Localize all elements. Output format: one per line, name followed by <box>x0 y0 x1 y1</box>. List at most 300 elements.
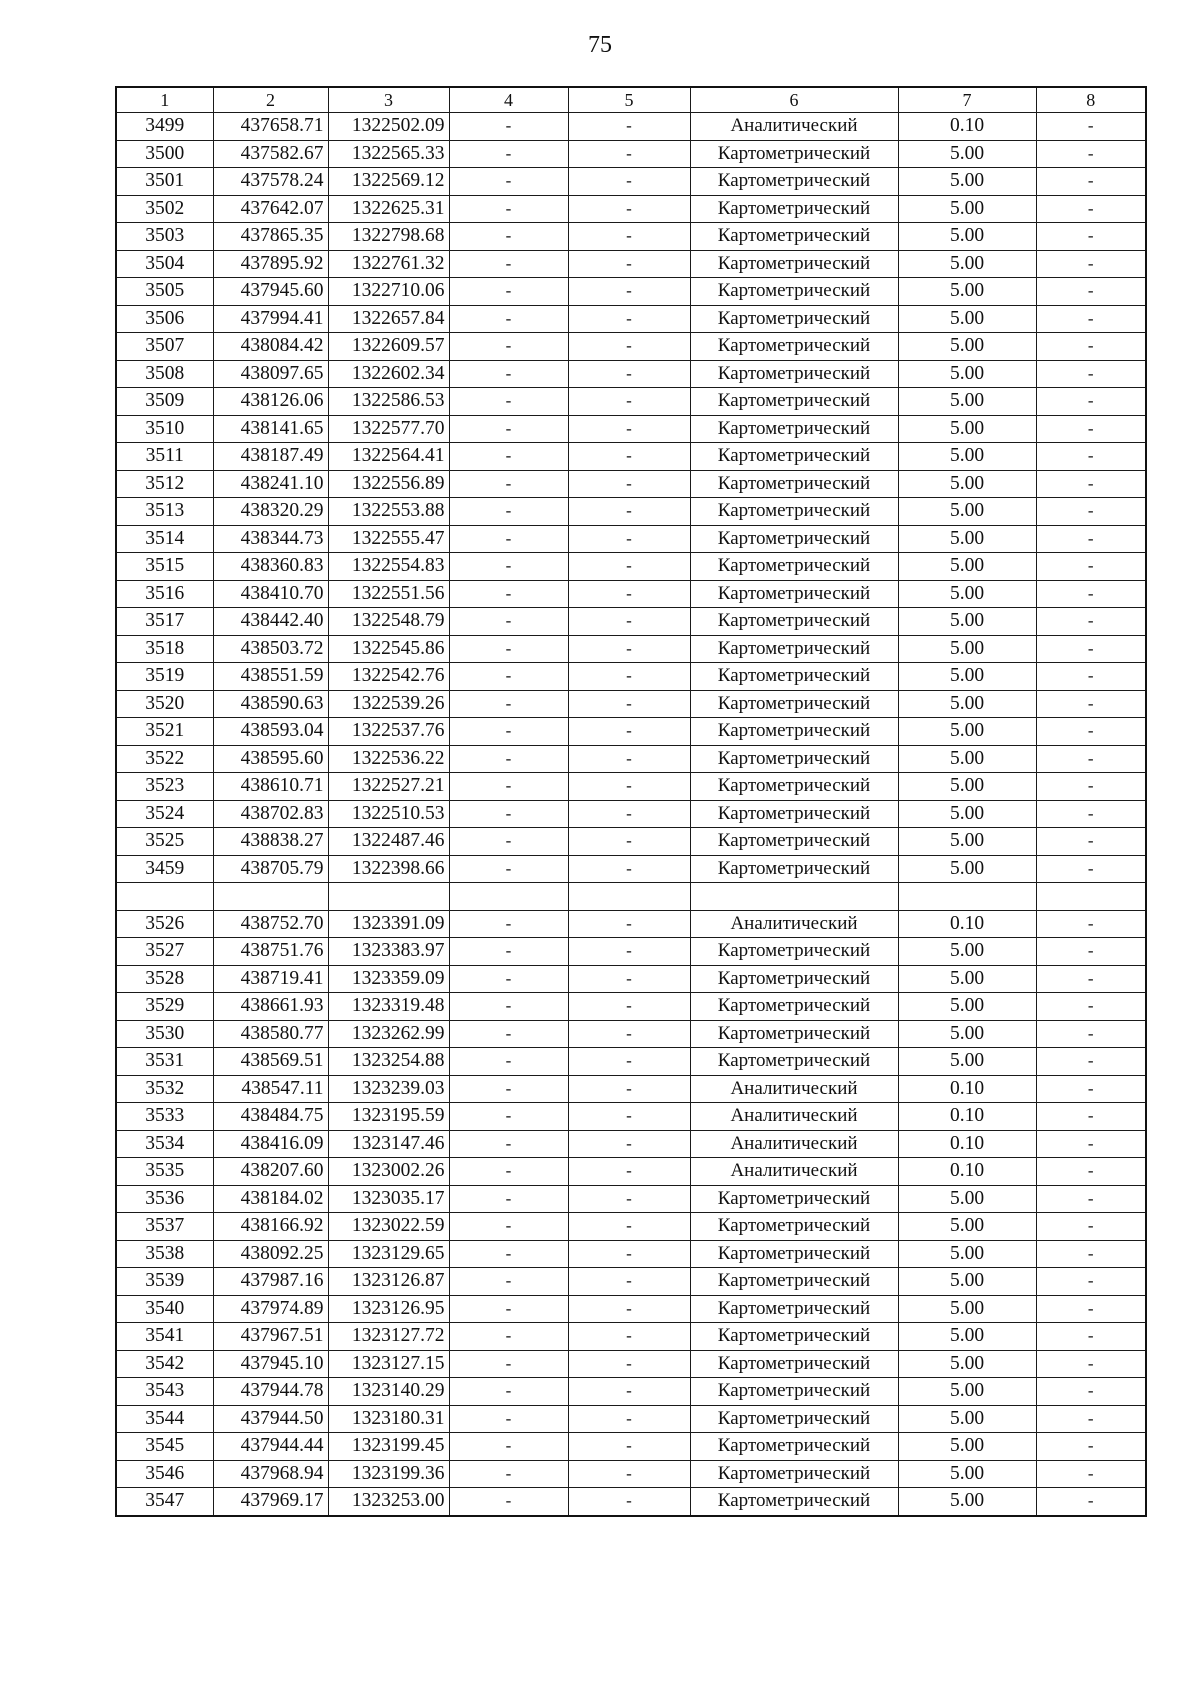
column-4-cell: - <box>449 608 568 636</box>
column-5-cell: - <box>568 1185 690 1213</box>
column-4-cell: - <box>449 1433 568 1461</box>
method-cell: Картометрический <box>690 1323 898 1351</box>
column-header: 6 <box>690 87 898 113</box>
column-8-cell: - <box>1036 1213 1146 1241</box>
accuracy-cell: 0.10 <box>898 1130 1036 1158</box>
column-4-cell: - <box>449 1378 568 1406</box>
point-number-cell: 3524 <box>116 800 213 828</box>
table-row <box>116 1405 1146 1433</box>
column-4-cell: - <box>449 1048 568 1076</box>
column-8-cell: - <box>1036 443 1146 471</box>
column-5-cell: - <box>568 965 690 993</box>
table-row <box>116 800 1146 828</box>
column-5-cell: - <box>568 250 690 278</box>
accuracy-cell: 0.10 <box>898 113 1036 141</box>
y-coordinate-cell: 1323391.09 <box>328 910 449 938</box>
y-coordinate-cell <box>328 883 449 911</box>
x-coordinate-cell: 438751.76 <box>213 938 328 966</box>
point-number-cell: 3517 <box>116 608 213 636</box>
column-5-cell: - <box>568 470 690 498</box>
table-row <box>116 553 1146 581</box>
accuracy-cell: 5.00 <box>898 1185 1036 1213</box>
accuracy-cell: 5.00 <box>898 1488 1036 1516</box>
point-number-cell: 3541 <box>116 1323 213 1351</box>
x-coordinate-cell <box>213 883 328 911</box>
point-number-cell: 3514 <box>116 525 213 553</box>
x-coordinate-cell: 437974.89 <box>213 1295 328 1323</box>
point-number-cell: 3499 <box>116 113 213 141</box>
table-row <box>116 745 1146 773</box>
method-cell: Картометрический <box>690 1213 898 1241</box>
column-4-cell: - <box>449 635 568 663</box>
column-5-cell: - <box>568 828 690 856</box>
point-number-cell: 3527 <box>116 938 213 966</box>
column-8-cell: - <box>1036 1185 1146 1213</box>
column-4-cell: - <box>449 1240 568 1268</box>
column-4-cell: - <box>449 305 568 333</box>
accuracy-cell: 5.00 <box>898 195 1036 223</box>
point-number-cell: 3538 <box>116 1240 213 1268</box>
y-coordinate-cell: 1322551.56 <box>328 580 449 608</box>
column-4-cell: - <box>449 1488 568 1516</box>
column-5-cell: - <box>568 745 690 773</box>
method-cell: Картометрический <box>690 1048 898 1076</box>
column-8-cell: - <box>1036 1433 1146 1461</box>
point-number-cell: 3542 <box>116 1350 213 1378</box>
accuracy-cell: 5.00 <box>898 773 1036 801</box>
column-8-cell: - <box>1036 333 1146 361</box>
table-row <box>116 993 1146 1021</box>
column-5-cell: - <box>568 1213 690 1241</box>
point-number-cell: 3544 <box>116 1405 213 1433</box>
point-number-cell: 3504 <box>116 250 213 278</box>
point-number-cell: 3519 <box>116 663 213 691</box>
y-coordinate-cell: 1323126.87 <box>328 1268 449 1296</box>
column-8-cell: - <box>1036 415 1146 443</box>
column-8-cell: - <box>1036 278 1146 306</box>
point-number-cell: 3507 <box>116 333 213 361</box>
accuracy-cell: 5.00 <box>898 360 1036 388</box>
column-5-cell: - <box>568 1350 690 1378</box>
column-4-cell: - <box>449 195 568 223</box>
method-cell: Картометрический <box>690 250 898 278</box>
point-number-cell: 3518 <box>116 635 213 663</box>
column-4-cell: - <box>449 965 568 993</box>
column-5-cell: - <box>568 608 690 636</box>
y-coordinate-cell: 1323239.03 <box>328 1075 449 1103</box>
table-header-row <box>116 87 1146 113</box>
y-coordinate-cell: 1323180.31 <box>328 1405 449 1433</box>
accuracy-cell: 5.00 <box>898 553 1036 581</box>
method-cell: Картометрический <box>690 195 898 223</box>
x-coordinate-cell: 438838.27 <box>213 828 328 856</box>
column-8-cell: - <box>1036 305 1146 333</box>
method-cell: Картометрический <box>690 388 898 416</box>
table-row <box>116 140 1146 168</box>
coordinates-table <box>115 86 1147 1517</box>
method-cell: Картометрический <box>690 1240 898 1268</box>
column-4-cell: - <box>449 1295 568 1323</box>
point-number-cell: 3537 <box>116 1213 213 1241</box>
method-cell: Картометрический <box>690 470 898 498</box>
column-8-cell: - <box>1036 993 1146 1021</box>
x-coordinate-cell: 437968.94 <box>213 1460 328 1488</box>
y-coordinate-cell: 1322577.70 <box>328 415 449 443</box>
x-coordinate-cell: 437944.44 <box>213 1433 328 1461</box>
method-cell: Картометрический <box>690 773 898 801</box>
method-cell: Картометрический <box>690 1268 898 1296</box>
x-coordinate-cell: 438410.70 <box>213 580 328 608</box>
column-4-cell: - <box>449 910 568 938</box>
x-coordinate-cell: 438593.04 <box>213 718 328 746</box>
column-header: 8 <box>1036 87 1146 113</box>
accuracy-cell: 5.00 <box>898 1213 1036 1241</box>
y-coordinate-cell: 1323319.48 <box>328 993 449 1021</box>
accuracy-cell: 5.00 <box>898 965 1036 993</box>
x-coordinate-cell: 437944.50 <box>213 1405 328 1433</box>
table-body <box>116 87 1146 1516</box>
column-5-cell: - <box>568 1460 690 1488</box>
accuracy-cell: 5.00 <box>898 1048 1036 1076</box>
point-number-cell: 3502 <box>116 195 213 223</box>
column-8-cell: - <box>1036 773 1146 801</box>
column-8-cell: - <box>1036 1350 1146 1378</box>
y-coordinate-cell: 1323126.95 <box>328 1295 449 1323</box>
column-header: 1 <box>116 87 213 113</box>
column-8-cell: - <box>1036 1488 1146 1516</box>
column-4-cell: - <box>449 1075 568 1103</box>
table-row <box>116 388 1146 416</box>
method-cell: Картометрический <box>690 1405 898 1433</box>
accuracy-cell: 5.00 <box>898 498 1036 526</box>
y-coordinate-cell: 1323199.45 <box>328 1433 449 1461</box>
point-number-cell: 3520 <box>116 690 213 718</box>
column-4-cell: - <box>449 140 568 168</box>
column-4-cell: - <box>449 580 568 608</box>
x-coordinate-cell: 438569.51 <box>213 1048 328 1076</box>
point-number-cell: 3521 <box>116 718 213 746</box>
point-number-cell: 3535 <box>116 1158 213 1186</box>
x-coordinate-cell: 437945.60 <box>213 278 328 306</box>
x-coordinate-cell: 438360.83 <box>213 553 328 581</box>
point-number-cell: 3505 <box>116 278 213 306</box>
column-4-cell: - <box>449 938 568 966</box>
point-number-cell: 3547 <box>116 1488 213 1516</box>
column-8-cell: - <box>1036 663 1146 691</box>
column-8-cell: - <box>1036 635 1146 663</box>
y-coordinate-cell: 1323127.15 <box>328 1350 449 1378</box>
x-coordinate-cell: 438092.25 <box>213 1240 328 1268</box>
table-row <box>116 443 1146 471</box>
column-5-cell: - <box>568 718 690 746</box>
method-cell: Картометрический <box>690 663 898 691</box>
table-row <box>116 1488 1146 1516</box>
column-5-cell: - <box>568 443 690 471</box>
accuracy-cell: 5.00 <box>898 1433 1036 1461</box>
column-4-cell: - <box>449 1103 568 1131</box>
column-5-cell: - <box>568 1103 690 1131</box>
accuracy-cell: 5.00 <box>898 470 1036 498</box>
y-coordinate-cell: 1322761.32 <box>328 250 449 278</box>
column-5-cell: - <box>568 773 690 801</box>
accuracy-cell: 5.00 <box>898 690 1036 718</box>
table-row <box>116 883 1146 911</box>
column-8-cell: - <box>1036 140 1146 168</box>
column-4-cell: - <box>449 1158 568 1186</box>
y-coordinate-cell: 1322548.79 <box>328 608 449 636</box>
method-cell: Картометрический <box>690 635 898 663</box>
accuracy-cell: 5.00 <box>898 800 1036 828</box>
table-row <box>116 1378 1146 1406</box>
accuracy-cell: 5.00 <box>898 608 1036 636</box>
column-8-cell: - <box>1036 965 1146 993</box>
y-coordinate-cell: 1323022.59 <box>328 1213 449 1241</box>
y-coordinate-cell: 1322536.22 <box>328 745 449 773</box>
column-4-cell <box>449 883 568 911</box>
y-coordinate-cell: 1323140.29 <box>328 1378 449 1406</box>
table-row <box>116 1130 1146 1158</box>
accuracy-cell: 0.10 <box>898 910 1036 938</box>
y-coordinate-cell: 1322398.66 <box>328 855 449 883</box>
column-5-cell: - <box>568 498 690 526</box>
column-8-cell: - <box>1036 250 1146 278</box>
y-coordinate-cell: 1322539.26 <box>328 690 449 718</box>
x-coordinate-cell: 438590.63 <box>213 690 328 718</box>
column-5-cell: - <box>568 1158 690 1186</box>
column-5-cell: - <box>568 333 690 361</box>
table-row <box>116 910 1146 938</box>
column-5-cell: - <box>568 1323 690 1351</box>
column-4-cell: - <box>449 800 568 828</box>
accuracy-cell: 5.00 <box>898 333 1036 361</box>
table-row <box>116 415 1146 443</box>
x-coordinate-cell: 438547.11 <box>213 1075 328 1103</box>
column-5-cell: - <box>568 1240 690 1268</box>
table-row <box>116 360 1146 388</box>
method-cell: Аналитический <box>690 1158 898 1186</box>
method-cell: Картометрический <box>690 1433 898 1461</box>
x-coordinate-cell: 437945.10 <box>213 1350 328 1378</box>
column-5-cell: - <box>568 1020 690 1048</box>
point-number-cell: 3534 <box>116 1130 213 1158</box>
x-coordinate-cell: 438705.79 <box>213 855 328 883</box>
method-cell: Картометрический <box>690 278 898 306</box>
x-coordinate-cell: 438187.49 <box>213 443 328 471</box>
column-4-cell: - <box>449 773 568 801</box>
accuracy-cell: 5.00 <box>898 223 1036 251</box>
table-row <box>116 1213 1146 1241</box>
column-4-cell: - <box>449 1323 568 1351</box>
point-number-cell: 3536 <box>116 1185 213 1213</box>
column-8-cell: - <box>1036 828 1146 856</box>
table-row <box>116 1460 1146 1488</box>
point-number-cell: 3512 <box>116 470 213 498</box>
column-5-cell: - <box>568 1295 690 1323</box>
column-8-cell: - <box>1036 580 1146 608</box>
method-cell: Картометрический <box>690 415 898 443</box>
column-8-cell: - <box>1036 1460 1146 1488</box>
column-5-cell: - <box>568 855 690 883</box>
column-5-cell: - <box>568 305 690 333</box>
accuracy-cell: 5.00 <box>898 1295 1036 1323</box>
method-cell: Картометрический <box>690 1295 898 1323</box>
accuracy-cell: 0.10 <box>898 1075 1036 1103</box>
column-8-cell: - <box>1036 1240 1146 1268</box>
method-cell: Картометрический <box>690 993 898 1021</box>
column-8-cell: - <box>1036 718 1146 746</box>
column-header: 4 <box>449 87 568 113</box>
table-row <box>116 305 1146 333</box>
accuracy-cell: 5.00 <box>898 1240 1036 1268</box>
column-8-cell: - <box>1036 745 1146 773</box>
point-number-cell: 3533 <box>116 1103 213 1131</box>
accuracy-cell: 5.00 <box>898 168 1036 196</box>
y-coordinate-cell: 1322555.47 <box>328 525 449 553</box>
y-coordinate-cell: 1322586.53 <box>328 388 449 416</box>
table-row <box>116 690 1146 718</box>
x-coordinate-cell: 438719.41 <box>213 965 328 993</box>
accuracy-cell: 5.00 <box>898 140 1036 168</box>
column-5-cell: - <box>568 580 690 608</box>
accuracy-cell: 5.00 <box>898 388 1036 416</box>
accuracy-cell: 5.00 <box>898 635 1036 663</box>
column-5-cell <box>568 883 690 911</box>
method-cell: Картометрический <box>690 443 898 471</box>
method-cell: Картометрический <box>690 1185 898 1213</box>
column-4-cell: - <box>449 250 568 278</box>
table-row <box>116 608 1146 636</box>
y-coordinate-cell: 1323147.46 <box>328 1130 449 1158</box>
point-number-cell: 3525 <box>116 828 213 856</box>
point-number-cell: 3501 <box>116 168 213 196</box>
x-coordinate-cell: 438580.77 <box>213 1020 328 1048</box>
y-coordinate-cell: 1323002.26 <box>328 1158 449 1186</box>
method-cell: Картометрический <box>690 745 898 773</box>
column-5-cell: - <box>568 195 690 223</box>
column-5-cell: - <box>568 388 690 416</box>
point-number-cell: 3522 <box>116 745 213 773</box>
accuracy-cell: 0.10 <box>898 1103 1036 1131</box>
column-4-cell: - <box>449 415 568 443</box>
method-cell: Картометрический <box>690 1350 898 1378</box>
column-5-cell: - <box>568 938 690 966</box>
table-row <box>116 1048 1146 1076</box>
column-4-cell: - <box>449 745 568 773</box>
column-5-cell: - <box>568 223 690 251</box>
accuracy-cell: 5.00 <box>898 855 1036 883</box>
x-coordinate-cell: 438595.60 <box>213 745 328 773</box>
x-coordinate-cell: 438207.60 <box>213 1158 328 1186</box>
method-cell: Картометрический <box>690 305 898 333</box>
column-5-cell: - <box>568 553 690 581</box>
y-coordinate-cell: 1322537.76 <box>328 718 449 746</box>
accuracy-cell: 5.00 <box>898 250 1036 278</box>
column-4-cell: - <box>449 333 568 361</box>
column-4-cell: - <box>449 223 568 251</box>
table-row <box>116 333 1146 361</box>
column-4-cell: - <box>449 663 568 691</box>
y-coordinate-cell: 1323253.00 <box>328 1488 449 1516</box>
accuracy-cell: 5.00 <box>898 1378 1036 1406</box>
table-row <box>116 1158 1146 1186</box>
column-8-cell: - <box>1036 1378 1146 1406</box>
point-number-cell: 3500 <box>116 140 213 168</box>
accuracy-cell: 0.10 <box>898 1158 1036 1186</box>
column-8-cell: - <box>1036 113 1146 141</box>
method-cell: Картометрический <box>690 965 898 993</box>
column-5-cell: - <box>568 663 690 691</box>
x-coordinate-cell: 438416.09 <box>213 1130 328 1158</box>
y-coordinate-cell: 1323035.17 <box>328 1185 449 1213</box>
accuracy-cell: 5.00 <box>898 745 1036 773</box>
x-coordinate-cell: 437642.07 <box>213 195 328 223</box>
column-4-cell: - <box>449 690 568 718</box>
point-number-cell: 3540 <box>116 1295 213 1323</box>
table-row <box>116 278 1146 306</box>
x-coordinate-cell: 437895.92 <box>213 250 328 278</box>
table-row <box>116 223 1146 251</box>
column-8-cell <box>1036 883 1146 911</box>
column-header: 7 <box>898 87 1036 113</box>
point-number-cell <box>116 883 213 911</box>
column-5-cell: - <box>568 910 690 938</box>
accuracy-cell: 5.00 <box>898 305 1036 333</box>
column-8-cell: - <box>1036 910 1146 938</box>
column-8-cell: - <box>1036 1048 1146 1076</box>
column-8-cell: - <box>1036 1295 1146 1323</box>
column-4-cell: - <box>449 1460 568 1488</box>
column-4-cell: - <box>449 1020 568 1048</box>
column-header: 2 <box>213 87 328 113</box>
column-4-cell: - <box>449 443 568 471</box>
column-5-cell: - <box>568 1488 690 1516</box>
point-number-cell: 3526 <box>116 910 213 938</box>
table-row <box>116 250 1146 278</box>
y-coordinate-cell: 1322527.21 <box>328 773 449 801</box>
accuracy-cell: 5.00 <box>898 278 1036 306</box>
column-8-cell: - <box>1036 1103 1146 1131</box>
table-row <box>116 1433 1146 1461</box>
method-cell: Картометрический <box>690 498 898 526</box>
column-4-cell: - <box>449 113 568 141</box>
y-coordinate-cell: 1322565.33 <box>328 140 449 168</box>
column-8-cell: - <box>1036 1020 1146 1048</box>
accuracy-cell: 5.00 <box>898 1405 1036 1433</box>
method-cell: Картометрический <box>690 608 898 636</box>
point-number-cell: 3532 <box>116 1075 213 1103</box>
point-number-cell: 3543 <box>116 1378 213 1406</box>
column-header: 3 <box>328 87 449 113</box>
column-5-cell: - <box>568 360 690 388</box>
point-number-cell: 3523 <box>116 773 213 801</box>
x-coordinate-cell: 438442.40 <box>213 608 328 636</box>
column-4-cell: - <box>449 470 568 498</box>
y-coordinate-cell: 1322625.31 <box>328 195 449 223</box>
x-coordinate-cell: 437967.51 <box>213 1323 328 1351</box>
column-header: 5 <box>568 87 690 113</box>
column-8-cell: - <box>1036 195 1146 223</box>
column-8-cell: - <box>1036 938 1146 966</box>
accuracy-cell: 5.00 <box>898 1020 1036 1048</box>
x-coordinate-cell: 437969.17 <box>213 1488 328 1516</box>
accuracy-cell: 5.00 <box>898 938 1036 966</box>
y-coordinate-cell: 1322542.76 <box>328 663 449 691</box>
method-cell: Картометрический <box>690 855 898 883</box>
column-5-cell: - <box>568 140 690 168</box>
x-coordinate-cell: 438084.42 <box>213 333 328 361</box>
column-5-cell: - <box>568 1075 690 1103</box>
method-cell: Картометрический <box>690 690 898 718</box>
